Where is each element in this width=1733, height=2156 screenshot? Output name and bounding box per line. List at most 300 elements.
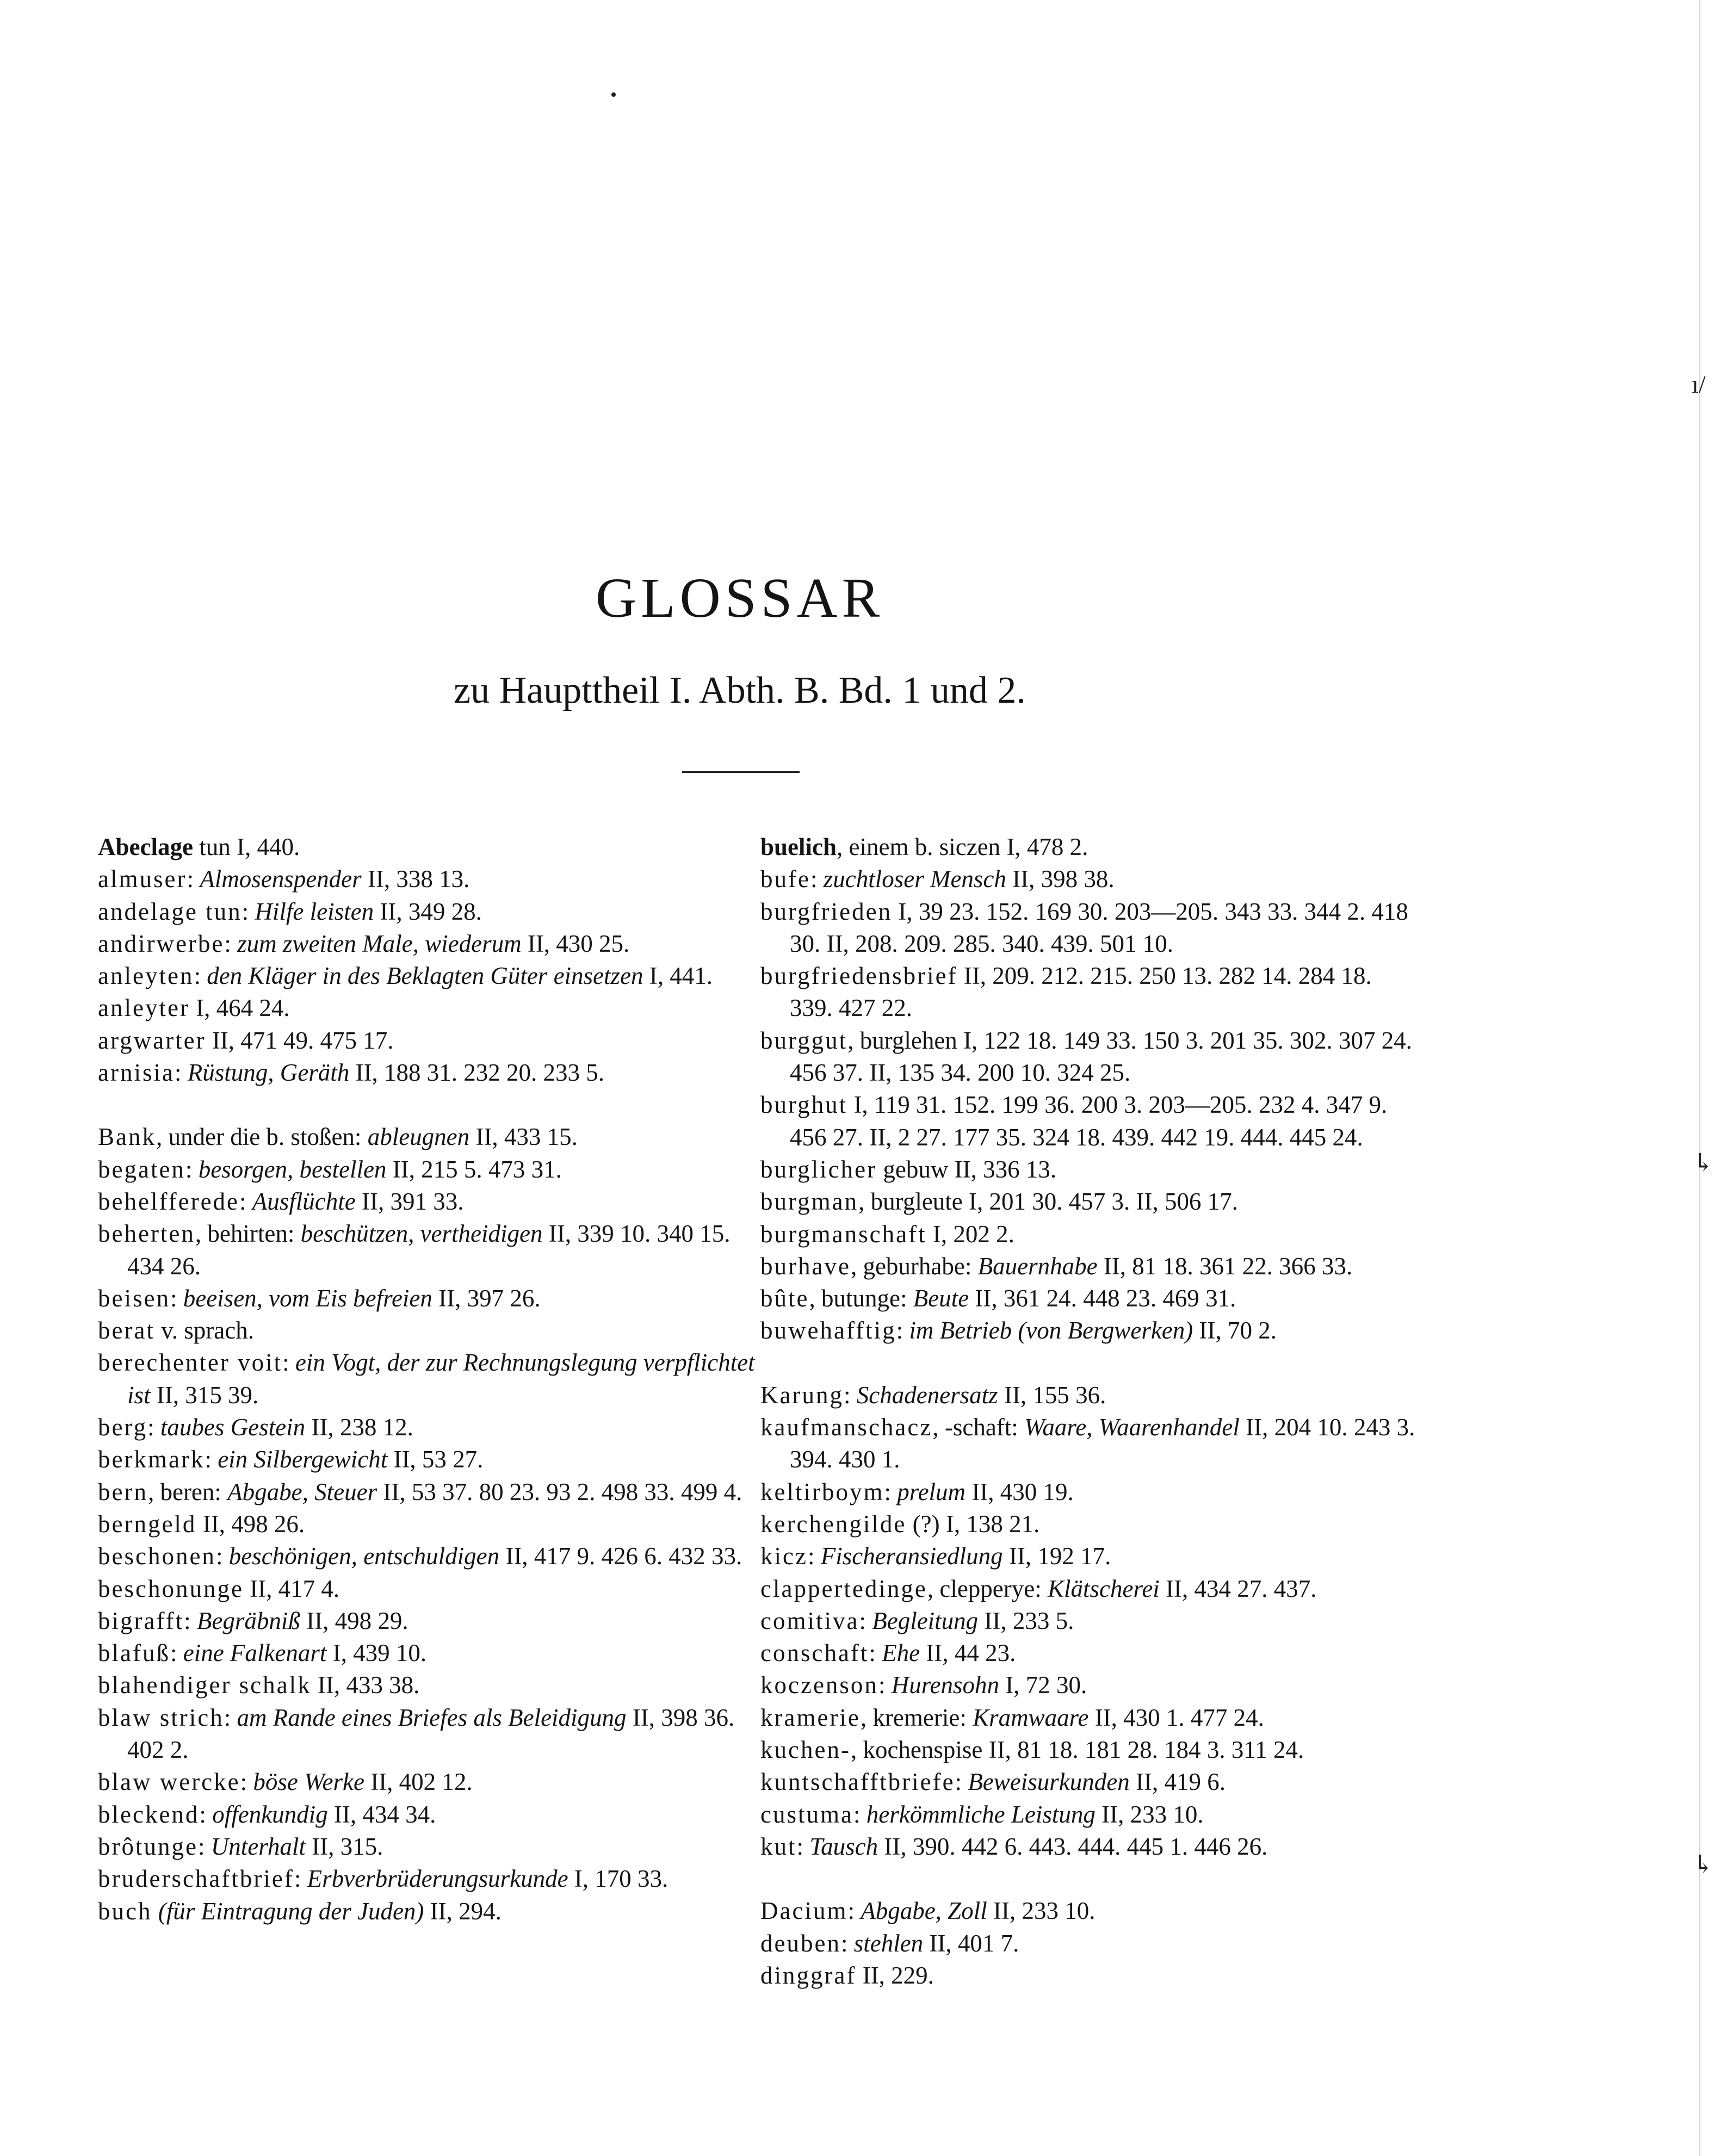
entry-separator: , [850,1252,863,1280]
entry-separator: : [214,1478,228,1506]
glossary-entry [98,863,756,895]
glossary-entry [760,1025,1419,1089]
entry-separator: , [932,1414,945,1441]
entry-separator: : [147,1414,160,1441]
glossary-entry [98,1315,756,1347]
glossary-entry [98,1283,756,1315]
entry-references: I, 72 30. [999,1671,1087,1699]
glossary-entry [98,1443,756,1476]
entry-separator: : [215,1542,229,1570]
entry-references: I, 202 2. [932,1220,1014,1248]
entry-references: II, 361 24. 448 23. 469 31. [969,1285,1236,1312]
edge-mark: ı/ [1692,370,1706,398]
entry-references: II, 81 18. 361 22. 366 33. [1097,1252,1353,1280]
edge-mark: ↳ [1693,1149,1714,1176]
entry-separator: : [354,1123,368,1151]
entry-separator: , [927,1575,940,1602]
entry-separator: : [197,1832,211,1860]
entry-definition: beeisen, vom Eis befreien [183,1284,432,1312]
glossary-entry [98,928,756,960]
glossary-column-left [98,831,756,1928]
entry-variant: gebuw [883,1155,949,1183]
entry-headword: buwehafftig [760,1317,896,1345]
entry-headword: anleyten [98,962,194,990]
entry-references: II, 417 9. 426 6. 432 33. [499,1542,742,1570]
entry-references: I, 201 30. 457 3. II, 506 17. [969,1188,1238,1216]
entry-references: II, 336 13. [954,1155,1057,1183]
entry-definition: Schadenersatz [856,1381,998,1409]
entry-definition: Unterhalt [211,1832,306,1860]
entry-definition: ableugnen [367,1123,470,1151]
entry-references: II, 402 12. [364,1768,473,1796]
glossary-entry [98,831,756,863]
entry-headword: berat [98,1317,155,1345]
entry-headword: burghut [760,1091,848,1119]
entry-references: II, 209. 212. 215. 250 13. 282 14. 284 18. 339. 427 22. [790,962,1372,1022]
entry-headword: berg [98,1414,148,1441]
glossary-entry [98,992,756,1024]
entry-separator [958,962,964,989]
entry-separator [312,1671,318,1699]
entry-variant: geburhabe [863,1252,965,1280]
page-edge-marks [1689,0,1714,2156]
entry-separator: , [156,1123,169,1151]
entry-headword: keltirboym [760,1478,884,1506]
entry-headword: behelfferede [98,1187,240,1215]
entry-variant: einem b. siczen [849,833,1001,860]
entry-headword: Abeclage [98,833,193,860]
entry-definition: Ausflüchte [252,1187,356,1215]
glossary-entry [98,1218,756,1283]
entry-separator [948,1156,954,1183]
glossary-entry [98,1411,756,1443]
entry-references: II, 233 5. [978,1607,1074,1634]
entry-separator: : [1035,1575,1048,1602]
binding-edge-line [1699,0,1700,2156]
entry-headword: kut [760,1832,797,1860]
entry-definition: Abgabe, Steuer [227,1478,377,1506]
entry-references: II, 417 4. [250,1575,340,1602]
entry-headword: buelich [760,833,837,860]
entry-headword: Dacium [760,1897,848,1925]
glossary-entry [760,1154,1419,1186]
entry-headword: beherten [98,1220,195,1248]
entry-references: II, 430 1. 477 24. [1088,1703,1264,1731]
entry-separator: , [847,1026,860,1054]
entry-references: II, 53 27. [387,1446,484,1473]
entry-headword: kaufmanschacz [760,1414,933,1441]
entry-separator: : [859,1607,872,1634]
glossary-entry [760,1283,1419,1315]
entry-headword: kuntschafftbriefe [760,1768,955,1796]
glossary-entry [760,960,1419,1025]
glossary-entry [760,1186,1419,1218]
entry-headword: koczenson [760,1671,878,1699]
glossary-entry [760,1315,1419,1347]
entry-separator [152,1898,158,1925]
entry-references: II, 430 19. [965,1478,1074,1506]
glossary-entry [760,1540,1419,1572]
entry-headword: burgman [760,1188,859,1216]
entry-headword: andirwerbe [98,930,225,957]
entry-headword: berkmark [98,1446,205,1473]
entry-separator: : [224,1703,237,1731]
glossary-entry [98,1057,756,1089]
glossary-entry [760,1250,1419,1283]
glossary-entry [98,1863,756,1895]
glossary-entry [98,1476,756,1508]
entry-separator [963,1188,969,1215]
entry-definition: am Rande eines Briefes als Beleidigung [237,1703,627,1731]
entry-headword: berechenter voit [98,1349,283,1377]
glossary-entry [98,1831,756,1863]
glossary-entry [98,1766,756,1798]
entry-separator: : [810,865,824,893]
entry-headword: kerchengilde [760,1510,907,1538]
entry-separator: : [840,1929,854,1957]
entry-references: II, 315 39. [150,1381,259,1409]
entry-definition: Fischeransiedlung [820,1542,1003,1570]
entry-separator: : [194,962,207,990]
entry-separator [190,994,196,1021]
glossary-entry [760,1734,1419,1766]
entry-references: II, 229. [862,1961,934,1989]
entry-definition: Hilfe leisten [255,897,374,925]
entry-headword: bigrafft [98,1607,184,1634]
entry-references: II, 338 13. [361,865,470,893]
entry-variant: butunge [821,1285,900,1312]
entry-references: II, 70 2. [1193,1317,1277,1345]
entry-references: II, 215 5. 473 31. [386,1155,562,1183]
entry-headword: custuma [760,1800,853,1828]
entry-headword: anleyter [98,994,190,1022]
entry-headword: burglicher [760,1155,877,1183]
glossary-entry [760,1799,1419,1831]
entry-references: II, 434 34. [327,1800,436,1828]
entry-definition: stehlen [853,1929,924,1957]
entry-definition: Almosenspender [200,865,362,893]
entry-headword: beisen [98,1284,170,1312]
glossary-entry [98,1347,756,1411]
entry-definition: Erbverbrüderungsurkunde [307,1865,568,1893]
entry-definition: zuchtloser Mensch [823,865,1006,893]
entry-headword: beschonunge [98,1575,244,1602]
entry-separator: : [807,1542,821,1570]
entry-references: II, 498 26. [202,1510,305,1538]
entry-separator [927,1221,933,1248]
glossary-entry [760,1766,1419,1798]
entry-headword: bern [98,1478,148,1506]
entry-separator: : [900,1285,913,1312]
entry-definition: den Kläger in des Beklagten Güter einsetzen [207,962,643,990]
entry-headword: buch [98,1897,152,1925]
entry-separator: : [240,1768,253,1796]
entry-references: II, 238 12. [305,1414,413,1441]
entry-references: II, 188 31. 232 20. 233 5. [349,1059,604,1087]
entry-separator: , [860,1703,873,1731]
entry-separator: : [287,1220,301,1248]
entry-headword: bufe [760,865,810,893]
entry-separator: : [964,1252,978,1280]
entry-separator: : [847,1897,861,1925]
entry-headword: andelage tun [98,897,242,925]
entry-headword: blafuß [98,1639,170,1667]
entry-headword: conschaft [760,1639,869,1667]
entry-separator: : [239,1187,252,1215]
glossary-entry [98,1540,756,1572]
glossary-entry [760,1702,1419,1734]
entry-definition: taubes Gestein [160,1414,306,1441]
entry-definition: Klätscherei [1048,1575,1160,1602]
entry-separator [982,1736,988,1763]
entry-references: II, 391 33. [355,1187,464,1215]
entry-references: II, 433 15. [469,1123,578,1151]
entry-definition: Beute [913,1285,969,1312]
entry-headword: arnisia [98,1059,175,1087]
entry-separator: : [199,1800,213,1828]
glossary-entry [98,1186,756,1218]
entry-headword: begaten [98,1155,185,1183]
glossary-entry [98,1637,756,1669]
entry-headword: bûte [760,1285,809,1312]
entry-separator: , [809,1285,821,1312]
entry-separator: : [184,1607,197,1634]
entry-variant: burglehen [859,1026,957,1054]
entry-references: II, 433 38. [317,1671,420,1699]
entry-definition: Hurensohn [891,1671,1000,1699]
entry-separator: : [174,1059,188,1087]
entry-separator [193,833,199,860]
entry-headword: blaw wercke [98,1768,240,1796]
entry-separator [856,1962,862,1989]
entry-definition: böse Werke [253,1768,364,1796]
entry-definition: Rüstung, Geräth [187,1059,350,1087]
glossary-entry [760,1669,1419,1701]
entry-separator: : [796,1832,810,1860]
entry-headword: kuchen- [760,1736,851,1764]
entry-definition: eine Falkenart [183,1639,327,1667]
glossary-entry [98,1669,756,1701]
entry-references: I, 478 2. [1006,833,1088,860]
entry-separator: : [187,865,200,893]
glossary-entry [98,1508,756,1540]
glossary-entry [760,1831,1419,1863]
glossary-entry [98,896,756,928]
entry-references: II, 398 38. [1006,865,1115,893]
entry-separator: : [170,1284,183,1312]
entry-references: II, 53 37. 80 23. 93 2. 498 33. 499 4. [377,1478,742,1506]
entry-headword: bruderschaftbrief [98,1865,294,1893]
entry-definition: im Betrieb (von Bergwerken) [909,1317,1193,1345]
entry-definition: besorgen, bestellen [198,1155,387,1183]
entry-separator [155,1317,161,1344]
entry-references: I, 464 24. [196,994,290,1022]
entry-definition: Beweisurkunden [968,1768,1130,1796]
entry-headword: brôtunge [98,1832,198,1860]
page-title: GLOSSAR [596,567,884,629]
entry-headword: almuser [98,865,187,893]
entry-separator: : [896,1317,909,1345]
entry-separator: , [147,1478,160,1506]
entry-headword: burgfriedensbrief [760,962,958,990]
entry-definition: offenkundig [212,1800,328,1828]
entry-variant: under die b. stoßen [168,1123,355,1151]
entry-separator: , [195,1220,208,1248]
entry-references: II, 155 36. [998,1381,1106,1409]
glossary-entry [98,1573,756,1605]
glossary-entry [760,1895,1419,1927]
entry-separator: : [205,1446,218,1473]
entry-separator [206,1027,212,1054]
entry-variant: clepperye [939,1575,1035,1602]
entry-references: I, 441. [643,962,713,990]
entry-separator: : [884,1478,898,1506]
glossary-entry [98,1025,756,1057]
entry-references: II, 498 29. [300,1607,409,1634]
glossary-entry [98,1799,756,1831]
entry-references: II, 81 18. 181 28. 184 3. 311 24. [988,1736,1304,1764]
entry-separator [847,1091,853,1118]
edge-mark: ↳ [1693,1850,1714,1878]
entry-separator: : [224,930,238,957]
entry-definition: Begräbniß [196,1607,300,1634]
entry-separator [244,1575,250,1602]
entry-references: II, 401 7. [923,1929,1019,1957]
entry-headword: blahendiger schalk [98,1671,312,1699]
entry-headword: bleckend [98,1800,200,1828]
entry-references: tun I, 440. [199,833,300,860]
glossary-entry [98,1154,756,1186]
glossary-entry [98,960,756,992]
entry-references: II, 294. [424,1897,502,1925]
entry-separator: : [853,1800,866,1828]
glossary-entry [760,863,1419,895]
entry-references: II, 430 25. [521,930,630,957]
entry-headword: Bank [98,1123,156,1151]
entry-separator [877,1156,883,1183]
glossary-entry [760,1089,1419,1154]
entry-definition: herkömmliche Leistung [866,1800,1095,1828]
entry-references: (?) I, 138 21. [912,1510,1040,1538]
glossary-entry [760,1411,1419,1476]
glossary-entry [760,831,1419,863]
entry-headword: Karung [760,1381,844,1409]
glossary-entry [760,1218,1419,1250]
entry-separator [957,1027,963,1054]
entry-definition: Waare, Waarenhandel [1024,1414,1240,1441]
glossary-entry [98,1702,756,1767]
glossary-entry [760,1508,1419,1540]
entry-references: II, 233 10. [1095,1800,1204,1828]
entry-definition: ein Vogt, der zur Rechnungslegung verpflichtet ist [127,1349,755,1409]
entry-references: II, 471 49. 475 17. [212,1026,394,1054]
entry-variant: behirten [207,1220,288,1248]
entry-references: II, 233 10. [987,1897,1095,1925]
entry-references: I, 39 23. 152. 169 30. 203—205. 343 33. 344 2. 418 30. II, 208. 209. 285. 340. 439. 501 10. [790,897,1408,957]
entry-references: II, 44 23. [920,1639,1016,1667]
entry-separator: : [282,1349,295,1377]
entry-separator [1000,833,1006,860]
entry-references: II, 204 10. 243 3. 394. 430 1. [790,1414,1415,1473]
entry-separator: : [869,1639,882,1667]
entry-headword: burggut [760,1026,848,1054]
entry-separator: : [242,897,255,925]
glossary-entry [760,1379,1419,1411]
glossary-entry [760,1605,1419,1637]
glossary-entry [760,1928,1419,1960]
entry-separator [892,898,898,925]
entry-headword: clappertedinge [760,1575,927,1602]
entry-headword: berngeld [98,1510,197,1538]
entry-definition: beschützen, vertheidigen [300,1220,543,1248]
entry-separator: : [960,1703,973,1731]
entry-references: II, 192 17. [1002,1542,1111,1570]
entry-headword: beschonen [98,1542,216,1570]
glossary-entry [98,1121,756,1153]
entry-variant: kochenspise [863,1736,983,1764]
entry-definition: Ehe [882,1639,920,1667]
entry-definition: beschönigen, entschuldigen [228,1542,500,1570]
glossary-entry [98,1895,756,1928]
entry-references: II, 339 10. 340 15. 434 26. [127,1220,731,1280]
entry-definition: Tausch [809,1832,878,1860]
entry-headword: kramerie [760,1703,861,1731]
entry-references: II, 398 36. 402 2. [127,1703,735,1764]
glossary-column-right [760,831,1419,1992]
entry-definition: (für Eintragung der Juden) [158,1897,424,1925]
entry-references: I, 439 10. [326,1639,427,1667]
entry-references: II, 315. [305,1832,383,1860]
entry-headword: burgfrieden [760,897,893,925]
glossary-entry [760,896,1419,961]
entry-definition: zum zweiten Male, wiederum [237,930,522,957]
entry-headword: deuben [760,1929,841,1957]
entry-definition: Begleitung [872,1607,979,1634]
entry-headword: burgmanschaft [760,1220,927,1248]
glossary-entry [760,1476,1419,1508]
entry-headword: burhave [760,1252,851,1280]
entry-references: v. sprach. [161,1317,254,1345]
entry-headword: comitiva [760,1607,859,1634]
entry-separator [906,1510,912,1538]
entry-variant: burgleute [870,1188,963,1216]
entry-separator: : [843,1381,857,1409]
entry-separator: , [837,833,849,860]
entry-variant: beren [160,1478,215,1506]
entry-references: I, 170 33. [568,1865,669,1893]
entry-definition: Kramwaare [973,1703,1089,1731]
glossary-entry [760,1637,1419,1669]
page-subtitle: zu Haupttheil I. Abth. B. Bd. 1 und 2. [454,670,1026,711]
entry-separator: : [955,1768,968,1796]
entry-definition: Abgabe, Zoll [861,1897,987,1925]
entry-separator: : [878,1671,892,1699]
entry-references: I, 119 31. 152. 199 36. 200 3. 203—205. 232 4. 347 9. 456 27. II, 2 27. 177 35. 324 18. 439. 442 19. 444. 445 24. [790,1091,1388,1151]
glossary-entry [98,1605,756,1637]
entry-references: II, 419 6. [1129,1768,1226,1796]
entry-headword: dinggraf [760,1961,857,1989]
entry-separator [196,1510,202,1538]
entry-definition: ein Silbergewicht [218,1446,388,1473]
entry-definition: prelum [897,1478,966,1506]
entry-references: I, 122 18. 149 33. 150 3. 201 35. 302. 307 24. 456 37. II, 135 34. 200 10. 324 25. [790,1026,1413,1087]
entry-separator: , [850,1736,863,1764]
entry-separator: : [170,1639,183,1667]
entry-references: II, 349 28. [374,897,482,925]
title-rule [682,771,800,773]
print-speck [611,92,616,97]
entry-definition: Bauernhabe [977,1252,1098,1280]
